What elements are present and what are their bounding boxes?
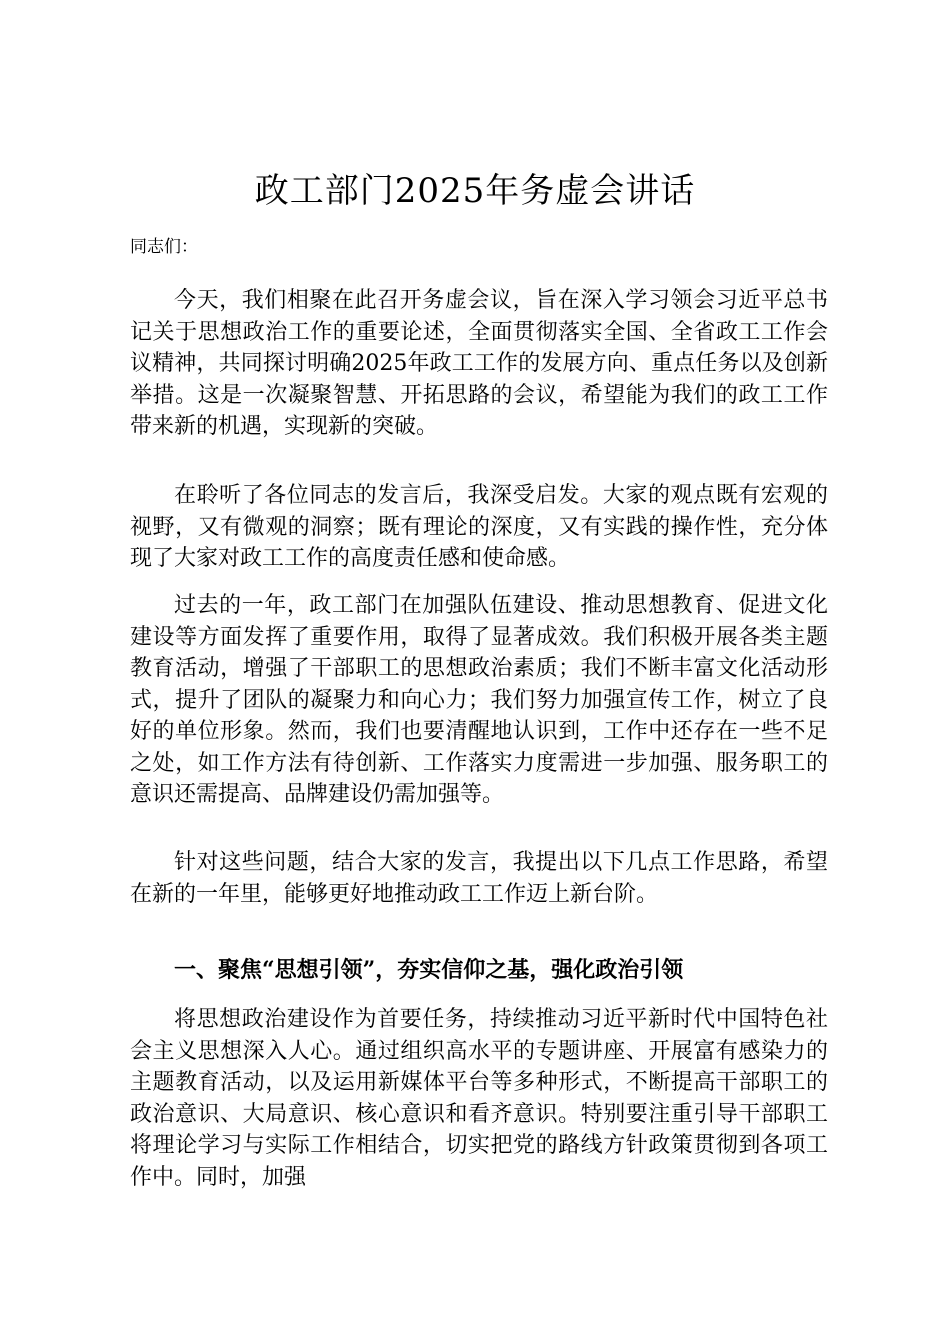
paragraph-opening: 今天，我们相聚在此召开务虚会议，旨在深入学习领会习近平总书记关于思想政治工作的重要论述，全面贯彻落实全国、全省政工工作会议精神，共同探讨明确2025年政工工作的发展方向、重点任务以及创新举措。这是一次凝聚智慧、开拓思路的会议，希望能为我们的政工工作带来新的机遇，实现新的突破。 [130,288,828,439]
greeting: 同志们： [130,237,198,257]
section-paragraph: 将思想政治建设作为首要任务，持续推动习近平新时代中国特色社会主义思想深入人心。通过组织高水平的专题讲座、开展富有感染力的主题教育活动，以及运用新媒体平台等多种形式，不断提高干部职工的政治意识、大局意识、核心意识和看齐意识。特别要注重引导干部职工将理论学习与实际工作相结合，切实把党的路线方针政策贯彻到各项工作中。同时，加强 [130,1007,828,1190]
paragraph-review: 过去的一年，政工部门在加强队伍建设、推动思想教育、促进文化建设等方面发挥了重要作用，取得了显著成效。我们积极开展各类主题教育活动，增强了干部职工的思想政治素质；我们不断丰富文化活动形式，提升了团队的凝聚力和向心力；我们努力加强宣传工作，树立了良好的单位形象。然而，我们也要清醒地认识到，工作中还存在一些不足之处，如工作方法有待创新、工作落实力度需进一步加强、服务职工的意识还需提高、品牌建设仍需加强等。 [130,593,828,807]
document-title: 政工部门2025年务虚会讲话 [254,171,696,211]
section-heading: 一、聚焦“思想引领”，夯实信仰之基，强化政治引领 [174,957,684,983]
paragraph-transition: 针对这些问题，结合大家的发言，我提出以下几点工作思路，希望在新的一年里，能够更好地推动政工工作迈上新台阶。 [130,850,828,907]
paragraph-inspiration: 在聆听了各位同志的发言后，我深受启发。大家的观点既有宏观的视野，又有微观的洞察；既有理论的深度，又有实践的操作性，充分体现了大家对政工工作的高度责任感和使命感。 [130,483,828,571]
